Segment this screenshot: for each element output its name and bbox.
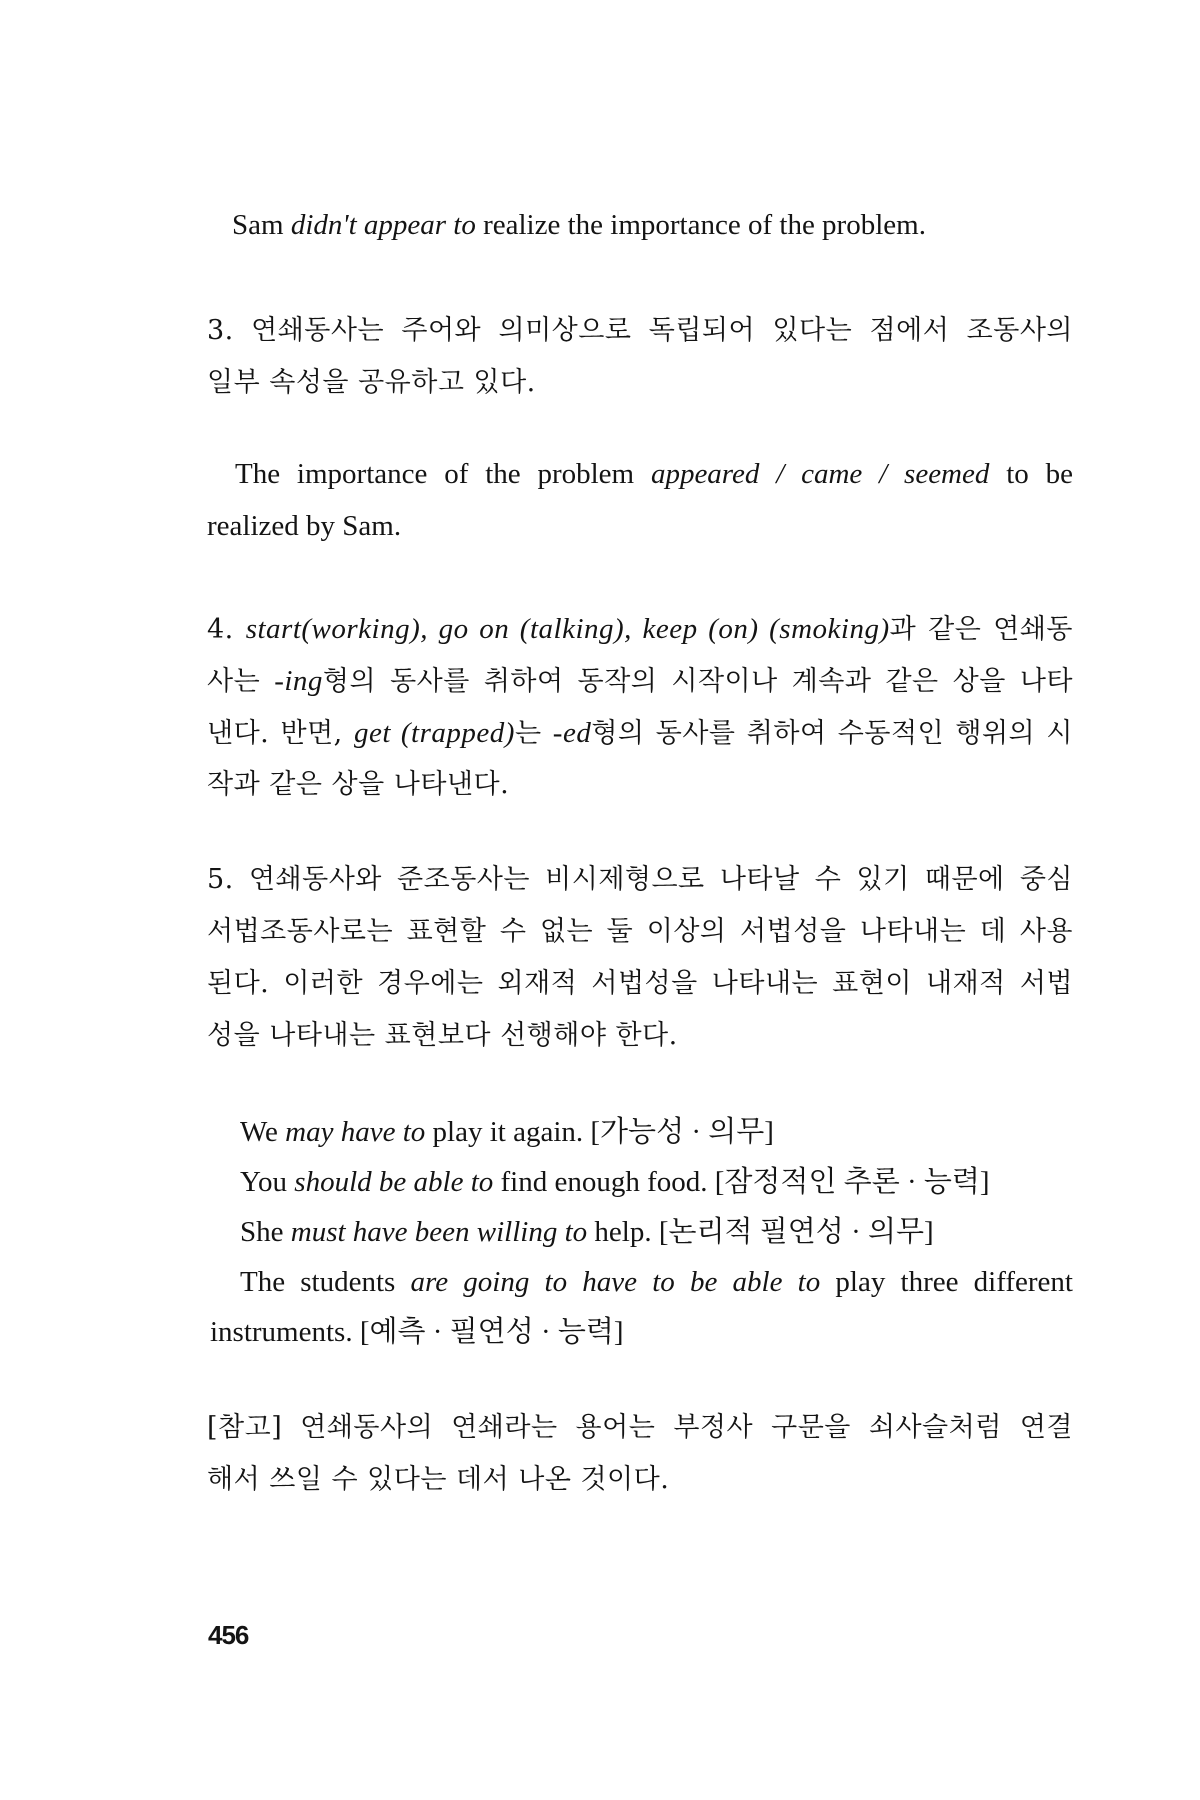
point-4-text: 형의 동사를 취하여 수동적인 행위의 시 bbox=[591, 718, 1073, 749]
example-text: You bbox=[240, 1166, 295, 1198]
point-5-line-3: 된다. 이러한 경우에는 외재적 서법성을 나타내는 표현이 내재적 서법 bbox=[207, 968, 1073, 999]
example-italic: should be able to bbox=[294, 1166, 494, 1198]
example-you bbox=[240, 1165, 990, 1199]
point-4-line-4: 작과 같은 상을 나타낸다. bbox=[207, 769, 510, 800]
example-text: play three different bbox=[820, 1266, 1073, 1298]
point-4-text: 낸다. 반면, bbox=[207, 718, 355, 749]
example-sam-text-end: realize the importance of the problem. bbox=[475, 209, 926, 241]
example-text: She bbox=[240, 1216, 291, 1248]
example-students-line-1 bbox=[240, 1265, 1073, 1299]
point-4-text: 과 같은 연쇄동 bbox=[889, 614, 1073, 645]
example-text: play it again. [가능성 · 의무] bbox=[425, 1116, 774, 1148]
point-4-text: 형의 동사를 취하여 동작의 시작이나 계속과 같은 상을 나타 bbox=[322, 666, 1073, 697]
example-text: The students bbox=[240, 1266, 411, 1298]
point-4-line-3 bbox=[207, 716, 1073, 751]
example-importance-italic: appeared / came / seemed bbox=[650, 458, 990, 490]
example-we bbox=[240, 1115, 774, 1149]
example-importance-line-1 bbox=[235, 457, 1073, 491]
example-italic: may have to bbox=[285, 1116, 426, 1148]
point-4-ed-italic: -ed bbox=[552, 717, 592, 749]
point-3-line-2: 일부 속성을 공유하고 있다. bbox=[207, 367, 536, 398]
example-sam-text: Sam bbox=[232, 209, 291, 241]
note-line-2: 해서 쓰일 수 있다는 데서 나온 것이다. bbox=[207, 1464, 670, 1495]
example-text: We bbox=[240, 1116, 286, 1148]
example-sam bbox=[232, 208, 926, 242]
point-5-line-2: 서법조동사로는 표현할 수 없는 둘 이상의 서법성을 나타내는 데 사용 bbox=[207, 916, 1073, 947]
example-students-line-2: instruments. [예측 · 필연성 · 능력] bbox=[210, 1316, 624, 1348]
point-3-line-1: 3. 연쇄동사는 주어와 의미상으로 독립되어 있다는 점에서 조동사의 bbox=[207, 315, 1073, 346]
point-4-examples-italic: start(working), go on (talking), keep (on) (smoking) bbox=[245, 613, 890, 645]
example-importance-line-2: realized by Sam. bbox=[207, 510, 402, 542]
page-number: 456 bbox=[208, 1620, 249, 1650]
example-text: help. [논리적 필연성 · 의무] bbox=[587, 1216, 934, 1248]
point-5-line-1: 5. 연쇄동사와 준조동사는 비시제형으로 나타날 수 있기 때문에 중심 bbox=[207, 864, 1073, 895]
point-4-text: 사는 bbox=[207, 666, 275, 697]
example-italic: must have been willing to bbox=[290, 1216, 588, 1248]
point-4-line-2 bbox=[207, 664, 1073, 699]
point-4-get-italic: get (trapped) bbox=[354, 717, 515, 749]
example-sam-italic: didn't appear to bbox=[290, 209, 476, 241]
point-4-text: 는 bbox=[514, 718, 553, 749]
example-italic: are going to have to be able to bbox=[410, 1266, 821, 1298]
point-4-number: 4. bbox=[207, 614, 246, 645]
point-4-line-1 bbox=[207, 612, 1073, 647]
example-she bbox=[240, 1215, 934, 1249]
example-importance-text-end: to be bbox=[989, 458, 1073, 490]
note-line-1: [참고] 연쇄동사의 연쇄라는 용어는 부정사 구문을 쇠사슬처럼 연결 bbox=[207, 1412, 1073, 1443]
example-importance-text: The importance of the problem bbox=[235, 458, 651, 490]
example-text: find enough food. [잠정적인 추론 · 능력] bbox=[493, 1166, 990, 1198]
point-5-line-4: 성을 나타내는 표현보다 선행해야 한다. bbox=[207, 1020, 678, 1051]
point-4-ing-italic: -ing bbox=[274, 665, 323, 697]
